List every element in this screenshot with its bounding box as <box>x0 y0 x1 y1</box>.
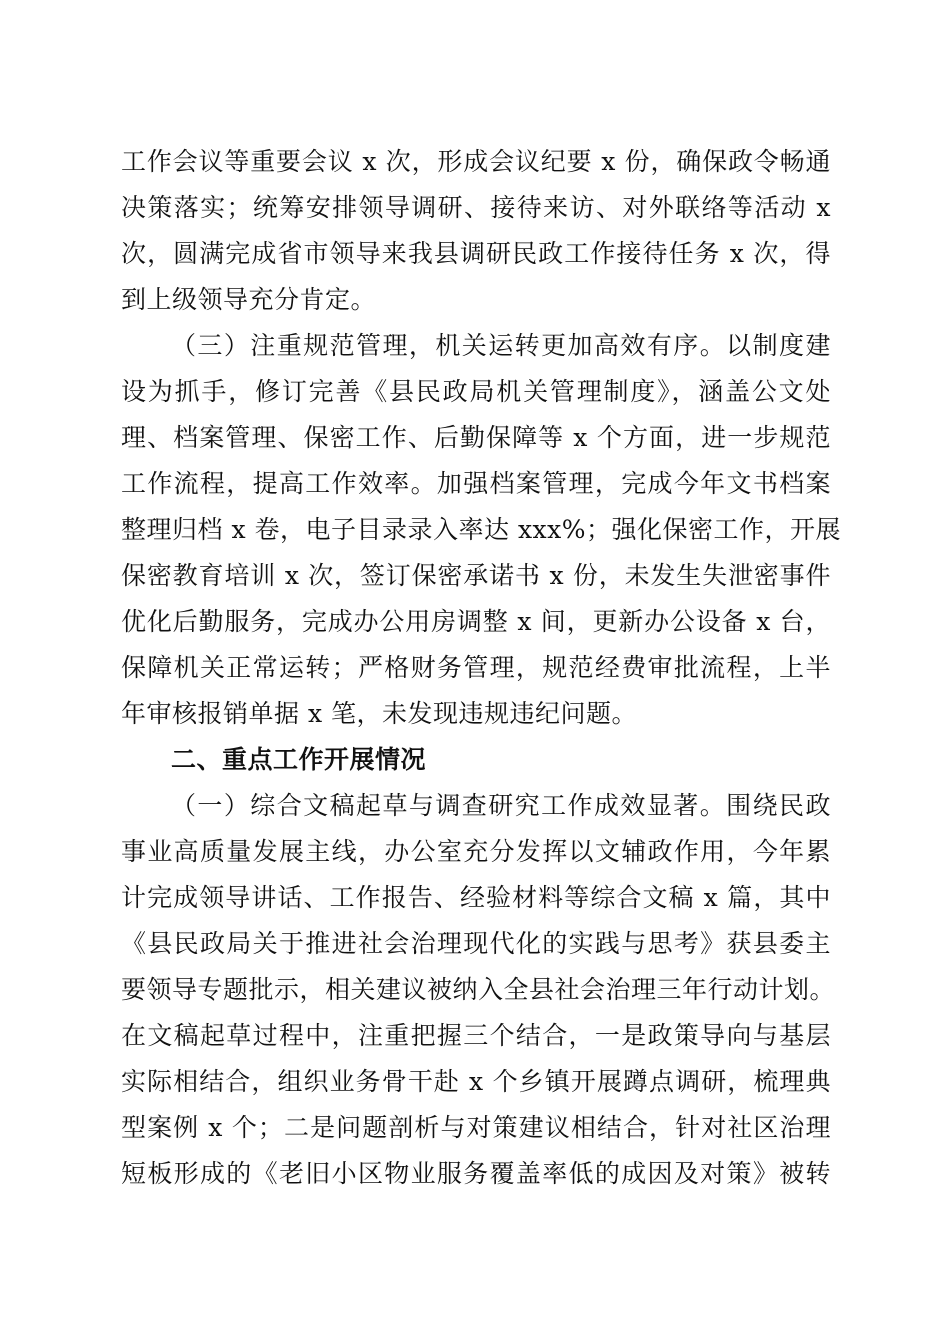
text-line: 保密教育培训 x 次，签订保密承诺书 x 份，未发生失泄密事件 <box>121 561 831 590</box>
text-line: 工作会议等重要会议 x 次，形成会议纪要 x 份，确保政令畅通 <box>121 147 831 176</box>
text-line: 在文稿起草过程中，注重把握三个结合，一是政策导向与基层 <box>121 1021 831 1050</box>
text-line: 型案例 x 个；二是问题剖析与对策建议相结合，针对社区治理 <box>121 1113 831 1142</box>
section-heading: 二、重点工作开展情况 <box>171 745 427 774</box>
text-line: 事业高质量发展主线，办公室充分发挥以文辅政作用，今年累 <box>121 837 831 866</box>
text-line: 年审核报销单据 x 笔，未发现违规违纪问题。 <box>121 699 637 728</box>
text-line: 理、档案管理、保密工作、后勤保障等 x 个方面，进一步规范 <box>121 423 831 452</box>
text-line: 短板形成的《老旧小区物业服务覆盖率低的成因及对策》被转 <box>121 1159 831 1188</box>
text-line: 实际相结合，组织业务骨干赴 x 个乡镇开展蹲点调研，梳理典 <box>121 1067 831 1096</box>
section-paragraph-start: （一）综合文稿起草与调查研究工作成效显著。围绕民政 <box>171 791 831 820</box>
text-line: 次，圆满完成省市领导来我县调研民政工作接待任务 x 次，得 <box>121 239 831 268</box>
text-line: 计完成领导讲话、工作报告、经验材料等综合文稿 x 篇，其中 <box>121 883 831 912</box>
text-line: 设为抓手，修订完善《县民政局机关管理制度》，涵盖公文处 <box>121 377 831 406</box>
text-line: 保障机关正常运转；严格财务管理，规范经费审批流程，上半 <box>121 653 831 682</box>
text-line: 优化后勤服务，完成办公用房调整 x 间，更新办公设备 x 台， <box>121 607 831 636</box>
text-line: 整理归档 x 卷，电子目录录入率达 xxx%；强化保密工作，开展 <box>121 515 841 544</box>
text-line: 到上级领导充分肯定。 <box>121 285 377 314</box>
text-line: 决策落实；统筹安排领导调研、接待来访、对外联络等活动 x <box>121 193 831 222</box>
section-paragraph-start: （三）注重规范管理，机关运转更加高效有序。以制度建 <box>171 331 831 360</box>
text-line: 《县民政局关于推进社会治理现代化的实践与思考》获县委主 <box>121 929 831 958</box>
text-line: 工作流程，提高工作效率。加强档案管理，完成今年文书档案 <box>121 469 831 498</box>
text-line: 要领导专题批示，相关建议被纳入全县社会治理三年行动计划。 <box>121 975 836 1004</box>
